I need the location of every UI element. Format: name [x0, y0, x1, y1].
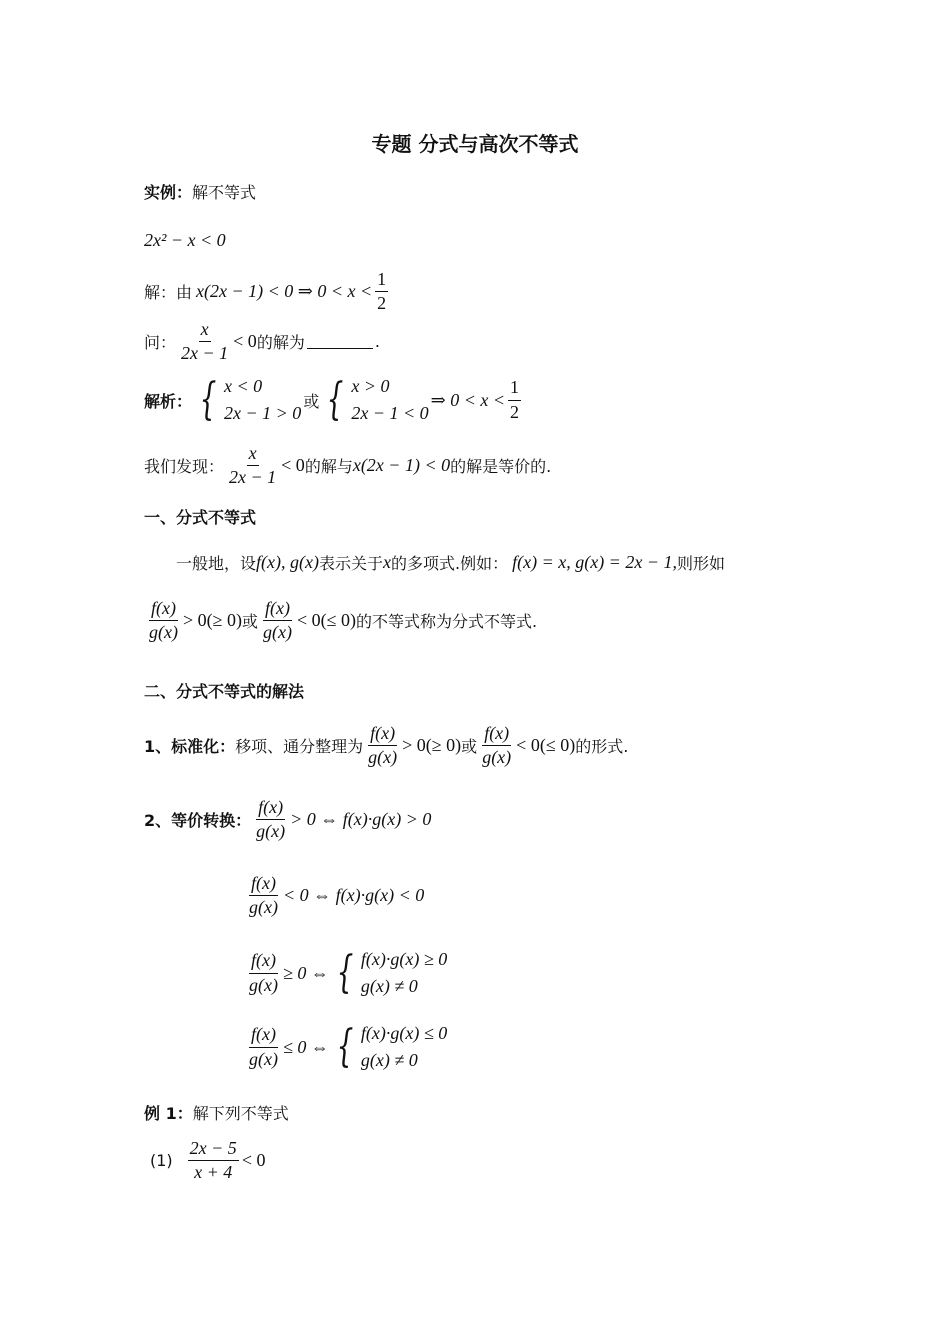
equivalence-line-2: $\frac{f(x)}{g(x)}$ < 0 ⇔ f(x)·g(x) < 0	[244, 872, 424, 920]
fg-fraction-6: $\frac{f(x)}{g(x)}$	[249, 873, 278, 918]
fg-fraction-8: $\frac{f(x)}{g(x)}$	[249, 1024, 278, 1069]
finding-line: 我们发现： $\frac{x}{2x - 1}$ < 0 的解与 x(2x − 1) < 0 的解是等价的.	[144, 442, 551, 490]
analysis-line: 解析： { x < 0 2x − 1 > 0 或 { x > 0 2x − 1 < 0 ⇒ 0 < x < $\frac{1}{2}$	[144, 374, 519, 425]
section-2-heading: 二、分式不等式的解法	[144, 682, 305, 701]
system-3: { f(x)·g(x) ≥ 0 g(x) ≠ 0	[336, 947, 448, 998]
finding-fraction: $\frac{x}{2x - 1}$	[229, 443, 277, 488]
example-inequality: 2x² − x < 0	[144, 230, 226, 250]
half-fraction: $\frac{1}{2}$	[377, 269, 387, 314]
example-heading: 实例： 解不等式	[144, 183, 257, 202]
system-1: { x < 0 2x − 1 > 0	[199, 374, 302, 425]
section-1-para-1: 一般地，设 f(x), g(x) 表示关于 x 的多项式.例如： f(x) = x, g(x) = 2x − 1, 则形如	[176, 552, 725, 573]
example-1-heading: 例 1： 解下列不等式	[144, 1104, 289, 1123]
section-1-heading: 一、分式不等式	[144, 508, 257, 527]
fg-fraction-1: $\frac{f(x)}{g(x)}$	[149, 598, 178, 643]
equivalence-line-4: $\frac{f(x)}{g(x)}$ ≤ 0 ⇔ { f(x)·g(x) ≤ 0 g(x) ≠ 0	[249, 1021, 448, 1072]
example-1-fraction: $\frac{2x - 5}{x + 4}$	[189, 1138, 237, 1183]
system-4: { f(x)·g(x) ≤ 0 g(x) ≠ 0	[336, 1021, 448, 1072]
equivalence-line-1: 2、等价转换： $\frac{f(x)}{g(x)}$ > 0 ⇔ f(x)·g(x) > 0	[144, 796, 431, 844]
fg-fraction-4: $\frac{f(x)}{g(x)}$	[482, 723, 512, 768]
answer-blank	[307, 334, 373, 349]
fg-fraction-3: $\frac{f(x)}{g(x)}$	[368, 723, 398, 768]
equivalence-line-3: $\frac{f(x)}{g(x)}$ ≥ 0 ⇔ { f(x)·g(x) ≥ 0 g(x) ≠ 0	[249, 947, 448, 998]
system-2: { x > 0 2x − 1 < 0	[326, 374, 429, 425]
standardize-line: 1、标准化： 移项、通分整理为 $\frac{f(x)}{g(x)}$ > 0(≥ 0) 或 $\frac{f(x)}{g(x)}$ < 0(≤ 0) 的形式.	[144, 722, 628, 770]
question-fraction: $\frac{x}{2x - 1}$	[181, 319, 229, 364]
fg-fraction-5: $\frac{f(x)}{g(x)}$	[256, 797, 286, 842]
question-line: 问： $\frac{x}{2x - 1}$ < 0 的解为 .	[144, 318, 380, 366]
page-title: 专题 分式与高次不等式	[371, 132, 579, 156]
solution-line: 解：由 x(2x − 1) < 0 ⇒ 0 < x < $\frac{1}{2}$	[144, 268, 391, 316]
example-1-item-1: (1) $\frac{2x - 5}{x + 4}$ < 0	[150, 1137, 265, 1185]
half-fraction-2: $\frac{1}{2}$	[510, 377, 519, 422]
fg-fraction-7: $\frac{f(x)}{g(x)}$	[249, 950, 278, 995]
section-1-para-2: $\frac{f(x)}{g(x)}$ > 0(≥ 0) 或 $\frac{f(x)}{g(x)}$ < 0(≤ 0) 的不等式称为分式不等式.	[144, 597, 537, 645]
fg-fraction-2: $\frac{f(x)}{g(x)}$	[263, 598, 293, 643]
